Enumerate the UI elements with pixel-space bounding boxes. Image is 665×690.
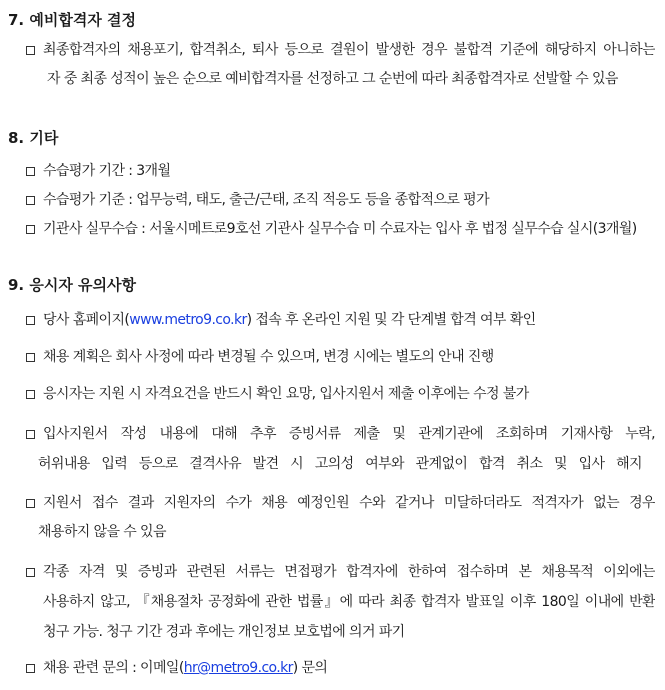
- item-text: ) 문의: [292, 660, 328, 676]
- square-bullet-icon: [26, 316, 35, 325]
- item-text: 당사 홈페이지(: [43, 312, 130, 328]
- list-item: [43, 310, 536, 330]
- list-item: 수습평가 기간 : 3개월: [43, 163, 171, 179]
- list-item: 최종합격자의 채용포기, 합격취소, 퇴사 등으로 결원이 발생한 경우 불합격 기준에 해당하지 아니하는: [43, 42, 655, 58]
- square-bullet-icon: [26, 568, 35, 577]
- list-item: 채용 계획은 회사 사정에 따라 변경될 수 있으며, 변경 시에는 별도의 안내 진행: [43, 349, 494, 365]
- item-text: 채용 관련 문의 : 이메일(: [43, 660, 184, 676]
- list-item: 입사지원서 작성 내용에 대해 추후 증빙서류 제출 및 관계기관에 조회하며 기재사항 누락,: [43, 426, 655, 442]
- square-bullet-icon: [26, 353, 35, 362]
- square-bullet-icon: [26, 664, 35, 673]
- email-link[interactable]: hr@metro9.co.kr: [183, 660, 293, 676]
- list-item-continuation: 청구 가능. 청구 기간 경과 후에는 개인정보 보호법에 의거 파기: [43, 624, 405, 640]
- square-bullet-icon: [26, 46, 35, 55]
- item-text: ) 접속 후 온라인 지원 및 각 단계별 합격 여부 확인: [246, 312, 536, 328]
- list-item-continuation: 사용하지 않고, 『채용절차 공정화에 관한 법률』에 따라 최종 합격자 발표일 이후 180일 이내에 반환: [43, 594, 655, 610]
- square-bullet-icon: [26, 225, 35, 234]
- list-item: 지원서 접수 결과 지원자의 수가 채용 예정인원 수와 같거나 미달하더라도 적격자가 없는 경우: [43, 495, 655, 511]
- list-item-continuation: 허위내용 입력 등으로 결격사유 발견 시 고의성 여부와 관계없이 합격 취소 및 입사 해지: [38, 456, 642, 472]
- list-item: 수습평가 기준 : 업무능력, 태도, 출근/근태, 조직 적응도 등을 종합적으로 평가: [43, 192, 490, 208]
- list-item-continuation: 채용하지 않을 수 있음: [38, 524, 166, 540]
- list-item: 각종 자격 및 증빙과 관련된 서류는 면접평가 합격자에 한하여 접수하며 본 채용목적 이외에는: [43, 564, 655, 580]
- section-8-title: 8. 기타: [8, 129, 59, 147]
- square-bullet-icon: [26, 430, 35, 439]
- section-7-title: 7. 예비합격자 결정: [8, 11, 137, 29]
- section-9-title: 9. 응시자 유의사항: [8, 276, 137, 294]
- homepage-link[interactable]: www.metro9.co.kr: [129, 312, 247, 328]
- square-bullet-icon: [26, 196, 35, 205]
- list-item-continuation: 자 중 최종 성적이 높은 순으로 예비합격자를 선정하고 그 순번에 따라 최종합격자로 선발할 수 있음: [47, 71, 618, 87]
- square-bullet-icon: [26, 499, 35, 508]
- list-item: 기관사 실무수습 : 서울시메트로9호선 기관사 실무수습 미 수료자는 입사 후 법정 실무수습 실시(3개월): [43, 221, 637, 237]
- list-item: [43, 658, 327, 678]
- square-bullet-icon: [26, 167, 35, 176]
- list-item: 응시자는 지원 시 자격요건을 반드시 확인 요망, 입사지원서 제출 이후에는 수정 불가: [43, 386, 529, 402]
- square-bullet-icon: [26, 390, 35, 399]
